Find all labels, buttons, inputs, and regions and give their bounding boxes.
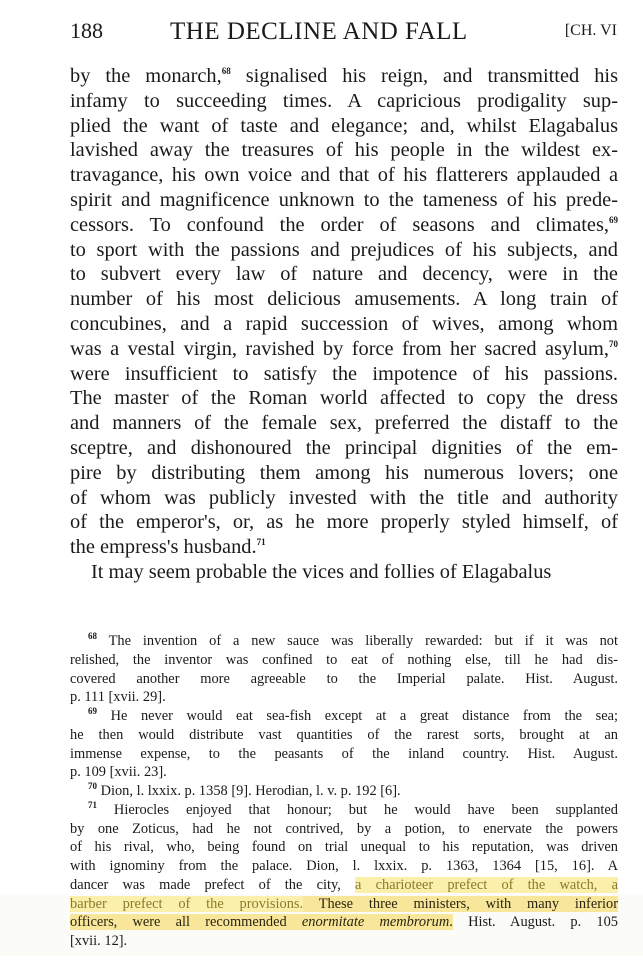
footnote-number: 71 [88, 799, 97, 810]
text-line: travagance, his own voice and that of his flatterers applauded a [70, 164, 618, 187]
text-line: of the emperor's, or, as he more properly styled himself, of [70, 511, 618, 534]
footnote-ref[interactable]: 69 [609, 214, 618, 225]
text-line: cessors. To confound the order of seasons and climates,$^{69}$ [70, 213, 618, 236]
footnote-line: $^{70}$ Dion, l. lxxix. p. 1358 [9]. Herodian, l. v. p. 192 [6]. [88, 781, 401, 799]
text-line: by the monarch,$^{68}$ signalised his reign, and transmitted his [70, 65, 619, 87]
text-line: number of his most delicious amusements. A long train of [70, 288, 618, 311]
text-line: It may seem probable the vices and follies of Elagabalus [91, 560, 552, 583]
footnote-number: 69 [88, 706, 97, 717]
text-line: concubines, and a rapid succession of wives, among whom [70, 312, 618, 335]
text-line: plied the want of taste and elegance; and, whilst Elagabalus [70, 114, 618, 137]
footnote-line: $^{68}$ The invention of a new sauce was liberally rewarded: but if it was not [88, 631, 618, 649]
main-text [70, 64, 618, 585]
footnote-ref[interactable]: 68 [221, 66, 231, 77]
footnote-line: covered another more agreeable to the Imperial palate. Hist. August. [70, 670, 618, 687]
text-line: infamy to succeeding times. A capricious prodigality sup- [70, 89, 618, 112]
chapter-label: [CH. VI [564, 22, 617, 39]
highlighted-text[interactable]: barber prefect of the provisions. [70, 895, 304, 912]
highlighted-text[interactable]: These three ministers, with many inferior [303, 895, 618, 912]
footnote-line: $^{69}$ He never would eat sea-fish except at a great distance from the sea; [88, 706, 618, 724]
footnote-line: officers, were all recommended enormitate membrorum. Hist. August. p. 105 [70, 914, 618, 931]
page-number: 188 [70, 18, 103, 43]
text-line: pire by distributing them among his numerous lovers; one [70, 461, 618, 484]
text-line: to subvert every law of nature and decency, were in the [70, 263, 618, 286]
footnote-line: p. 109 [xvii. 23]. [70, 764, 167, 781]
highlighted-text[interactable]: officers, were all recommended [70, 914, 302, 931]
text-line: to sport with the passions and prejudices of his subjects, and [70, 238, 618, 261]
running-title: THE DECLINE AND FALL [170, 18, 468, 45]
footnote-line: dancer was made prefect of the city, a charioteer prefect of the watch, a [70, 876, 618, 893]
running-header [70, 18, 617, 48]
text-line: of whom was publicly invested with the title and authority [70, 486, 618, 509]
footnote-line: p. 111 [xvii. 29]. [70, 689, 166, 706]
footnote-number: 70 [88, 781, 97, 792]
footnote-line: by one Zoticus, had he not contrived, by a potion, to enervate the powers [70, 820, 618, 837]
footnote-line: [xvii. 12]. [70, 933, 128, 949]
footnote-number: 68 [88, 631, 97, 642]
text-line: the empress's husband.$^{71}$ [70, 536, 266, 559]
footnote-line: of his rival, who, being found on trial unequal to his reputation, was driven [70, 839, 618, 856]
highlighted-text[interactable]: enormitate membrorum [301, 914, 450, 931]
text-line: sceptre, and dishonoured the principal dignities of the em- [70, 436, 618, 459]
text-line: was a vestal virgin, ravished by force from her sacred asylum,$^{70}$ [70, 337, 618, 360]
highlighted-text[interactable]: . [449, 914, 453, 931]
text-line: spirit and magnificence unknown to the tameness of his prede- [70, 188, 618, 211]
text-line: The master of the Roman world affected to copy the dress [70, 387, 618, 410]
footnote-line: immense expense, to the peasants of the inland country. Hist. August. [70, 745, 618, 762]
text-line: and manners of the female sex, preferred the distaff to the [70, 412, 618, 435]
footnote-ref[interactable]: 71 [256, 537, 266, 548]
footnote-line: with ignominy from the palace. Dion, l. lxxix. p. 1363, 1364 [15, 16]. A [70, 858, 618, 874]
footnote-line: relished, the inventor was confined to eat of nothing else, till he had dis- [70, 651, 618, 668]
footnote-line [70, 895, 618, 914]
footnote-ref[interactable]: 70 [609, 338, 618, 349]
highlighted-text[interactable]: a charioteer prefect of the watch, a [355, 876, 618, 893]
text-line: lavished away the treasures of his people in the wildest ex- [70, 139, 618, 162]
footnote-line: $^{71}$ Hierocles enjoyed that honour; but he would have been supplanted [88, 799, 618, 818]
text-line: were insufficient to satisfy the impotence of his passions. [70, 362, 618, 385]
footnote-line: he then would distribute vast quantities of the rarest sorts, brought at an [70, 726, 618, 743]
footnotes [70, 632, 618, 951]
